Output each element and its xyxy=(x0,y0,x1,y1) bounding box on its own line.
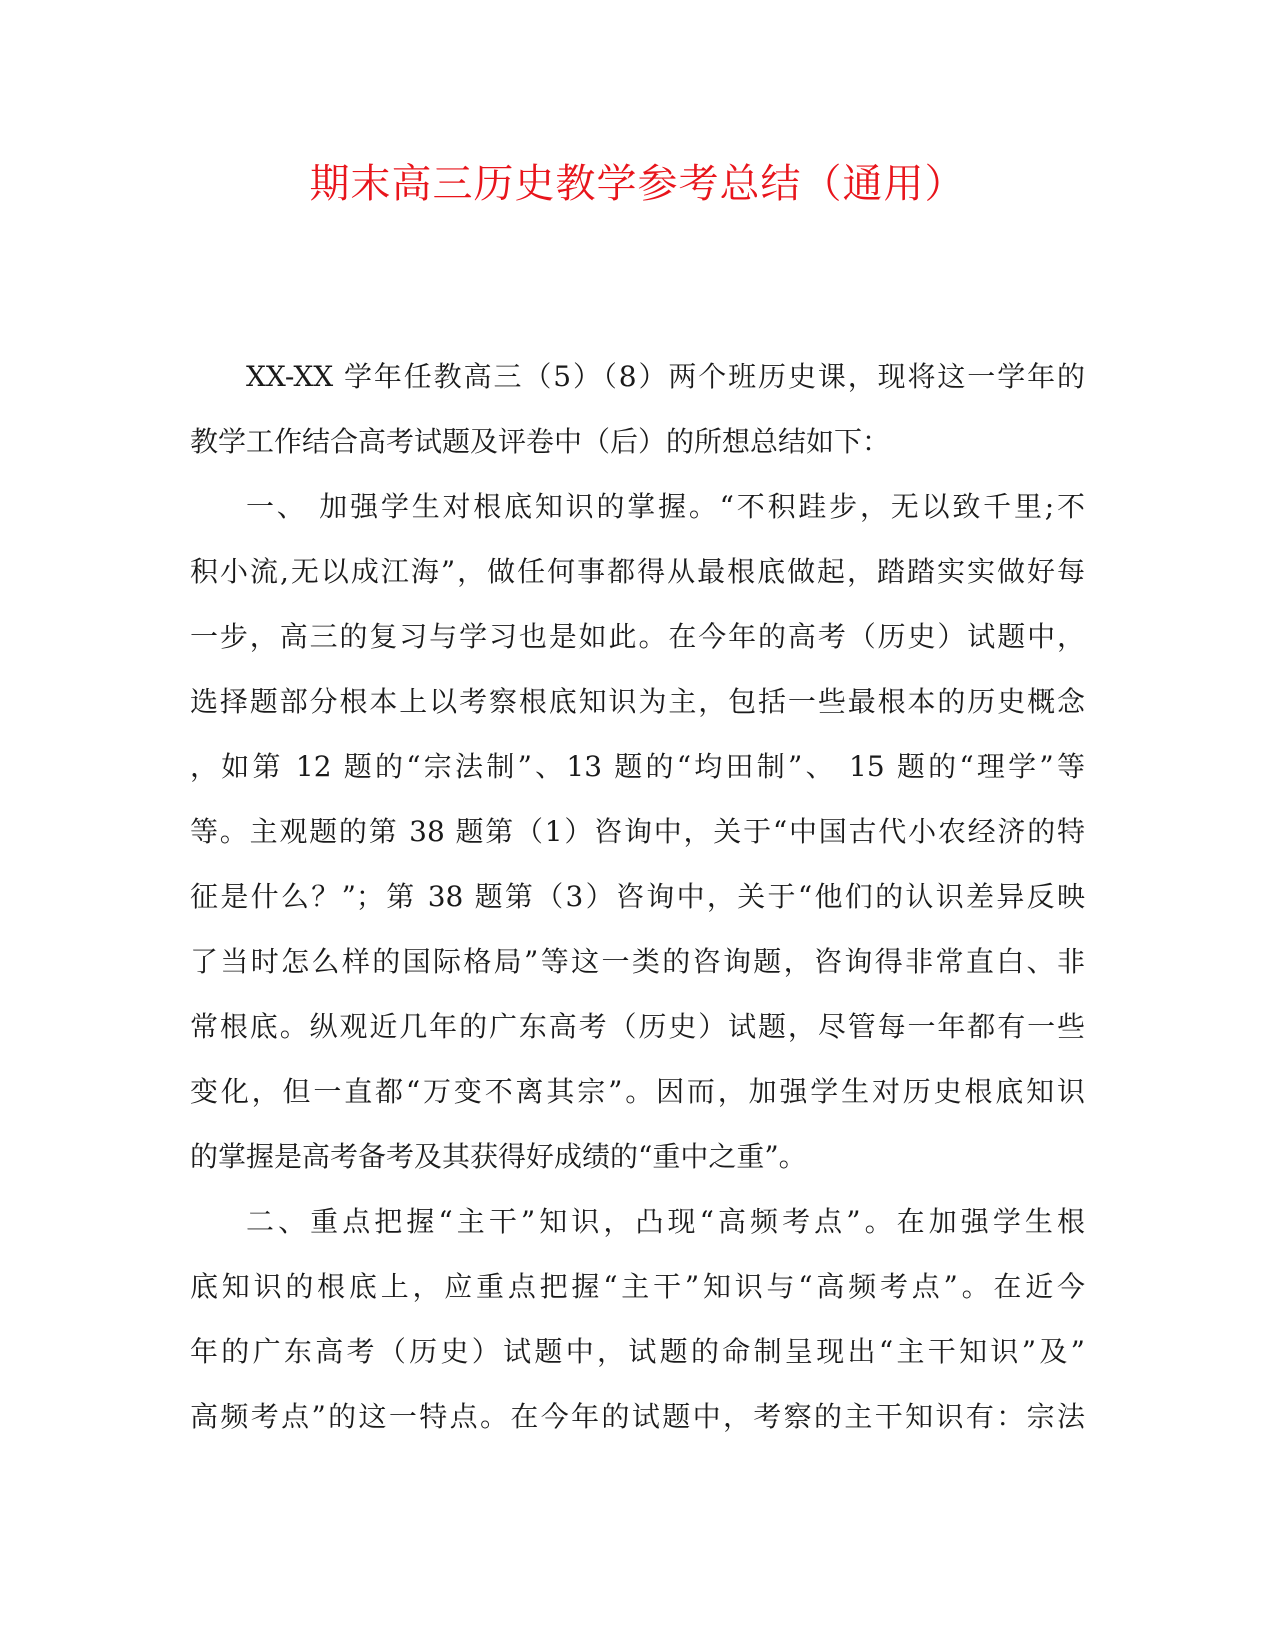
body-line: 常根底。纵观近几年的广东高考（历史）试题，尽管每一年都有一些 xyxy=(190,1010,1085,1043)
body-line: 一、 加强学生对根底知识的掌握。“不积跬步，无以致千里;不 xyxy=(246,490,1085,523)
body-line: 积小流,无以成江海”，做任何事都得从最根底做起，踏踏实实做好每 xyxy=(190,555,1085,588)
body-line: 底知识的根底上，应重点把握“主干”知识与“高频考点”。在近今 xyxy=(190,1270,1085,1303)
body-line: 教学工作结合高考试题及评卷中（后）的所想总结如下： xyxy=(190,425,891,458)
body-line: 的掌握是高考备考及其获得好成绩的“重中之重”。 xyxy=(190,1140,807,1173)
body-line: 高频考点”的这一特点。在今年的试题中，考察的主干知识有：宗法 xyxy=(190,1400,1085,1433)
body-line: 选择题部分根本上以考察根底知识为主，包括一些最根本的历史概念 xyxy=(190,685,1085,718)
body-line: 变化，但一直都“万变不离其宗”。因而，加强学生对历史根底知识 xyxy=(190,1075,1085,1108)
body-line: 二、重点把握“主干”知识，凸现“高频考点”。在加强学生根 xyxy=(246,1205,1085,1238)
body-line: 等。主观题的第 38 题第（1）咨询中，关于“中国古代小农经济的特 xyxy=(190,815,1085,848)
document-body xyxy=(190,355,1085,1460)
body-line: 征是什么？”；第 38 题第（3）咨询中，关于“他们的认识差异反映 xyxy=(190,880,1085,913)
body-line: 了当时怎么样的国际格局”等这一类的咨询题，咨询得非常直白、非 xyxy=(190,945,1085,978)
body-line: 一步，高三的复习与学习也是如此。在今年的高考（历史）试题中， xyxy=(190,620,1085,653)
document-title: 期末高三历史教学参考总结（通用） xyxy=(309,161,966,207)
body-line: 年的广东高考（历史）试题中，试题的命制呈现出“主干知识”及” xyxy=(190,1335,1085,1368)
body-line: XX-XX 学年任教高三（5）（8）两个班历史课，现将这一学年的 xyxy=(246,360,1085,393)
body-line: ，如第 12 题的“宗法制”、13 题的“均田制”、 15 题的“理学”等 xyxy=(190,750,1085,783)
